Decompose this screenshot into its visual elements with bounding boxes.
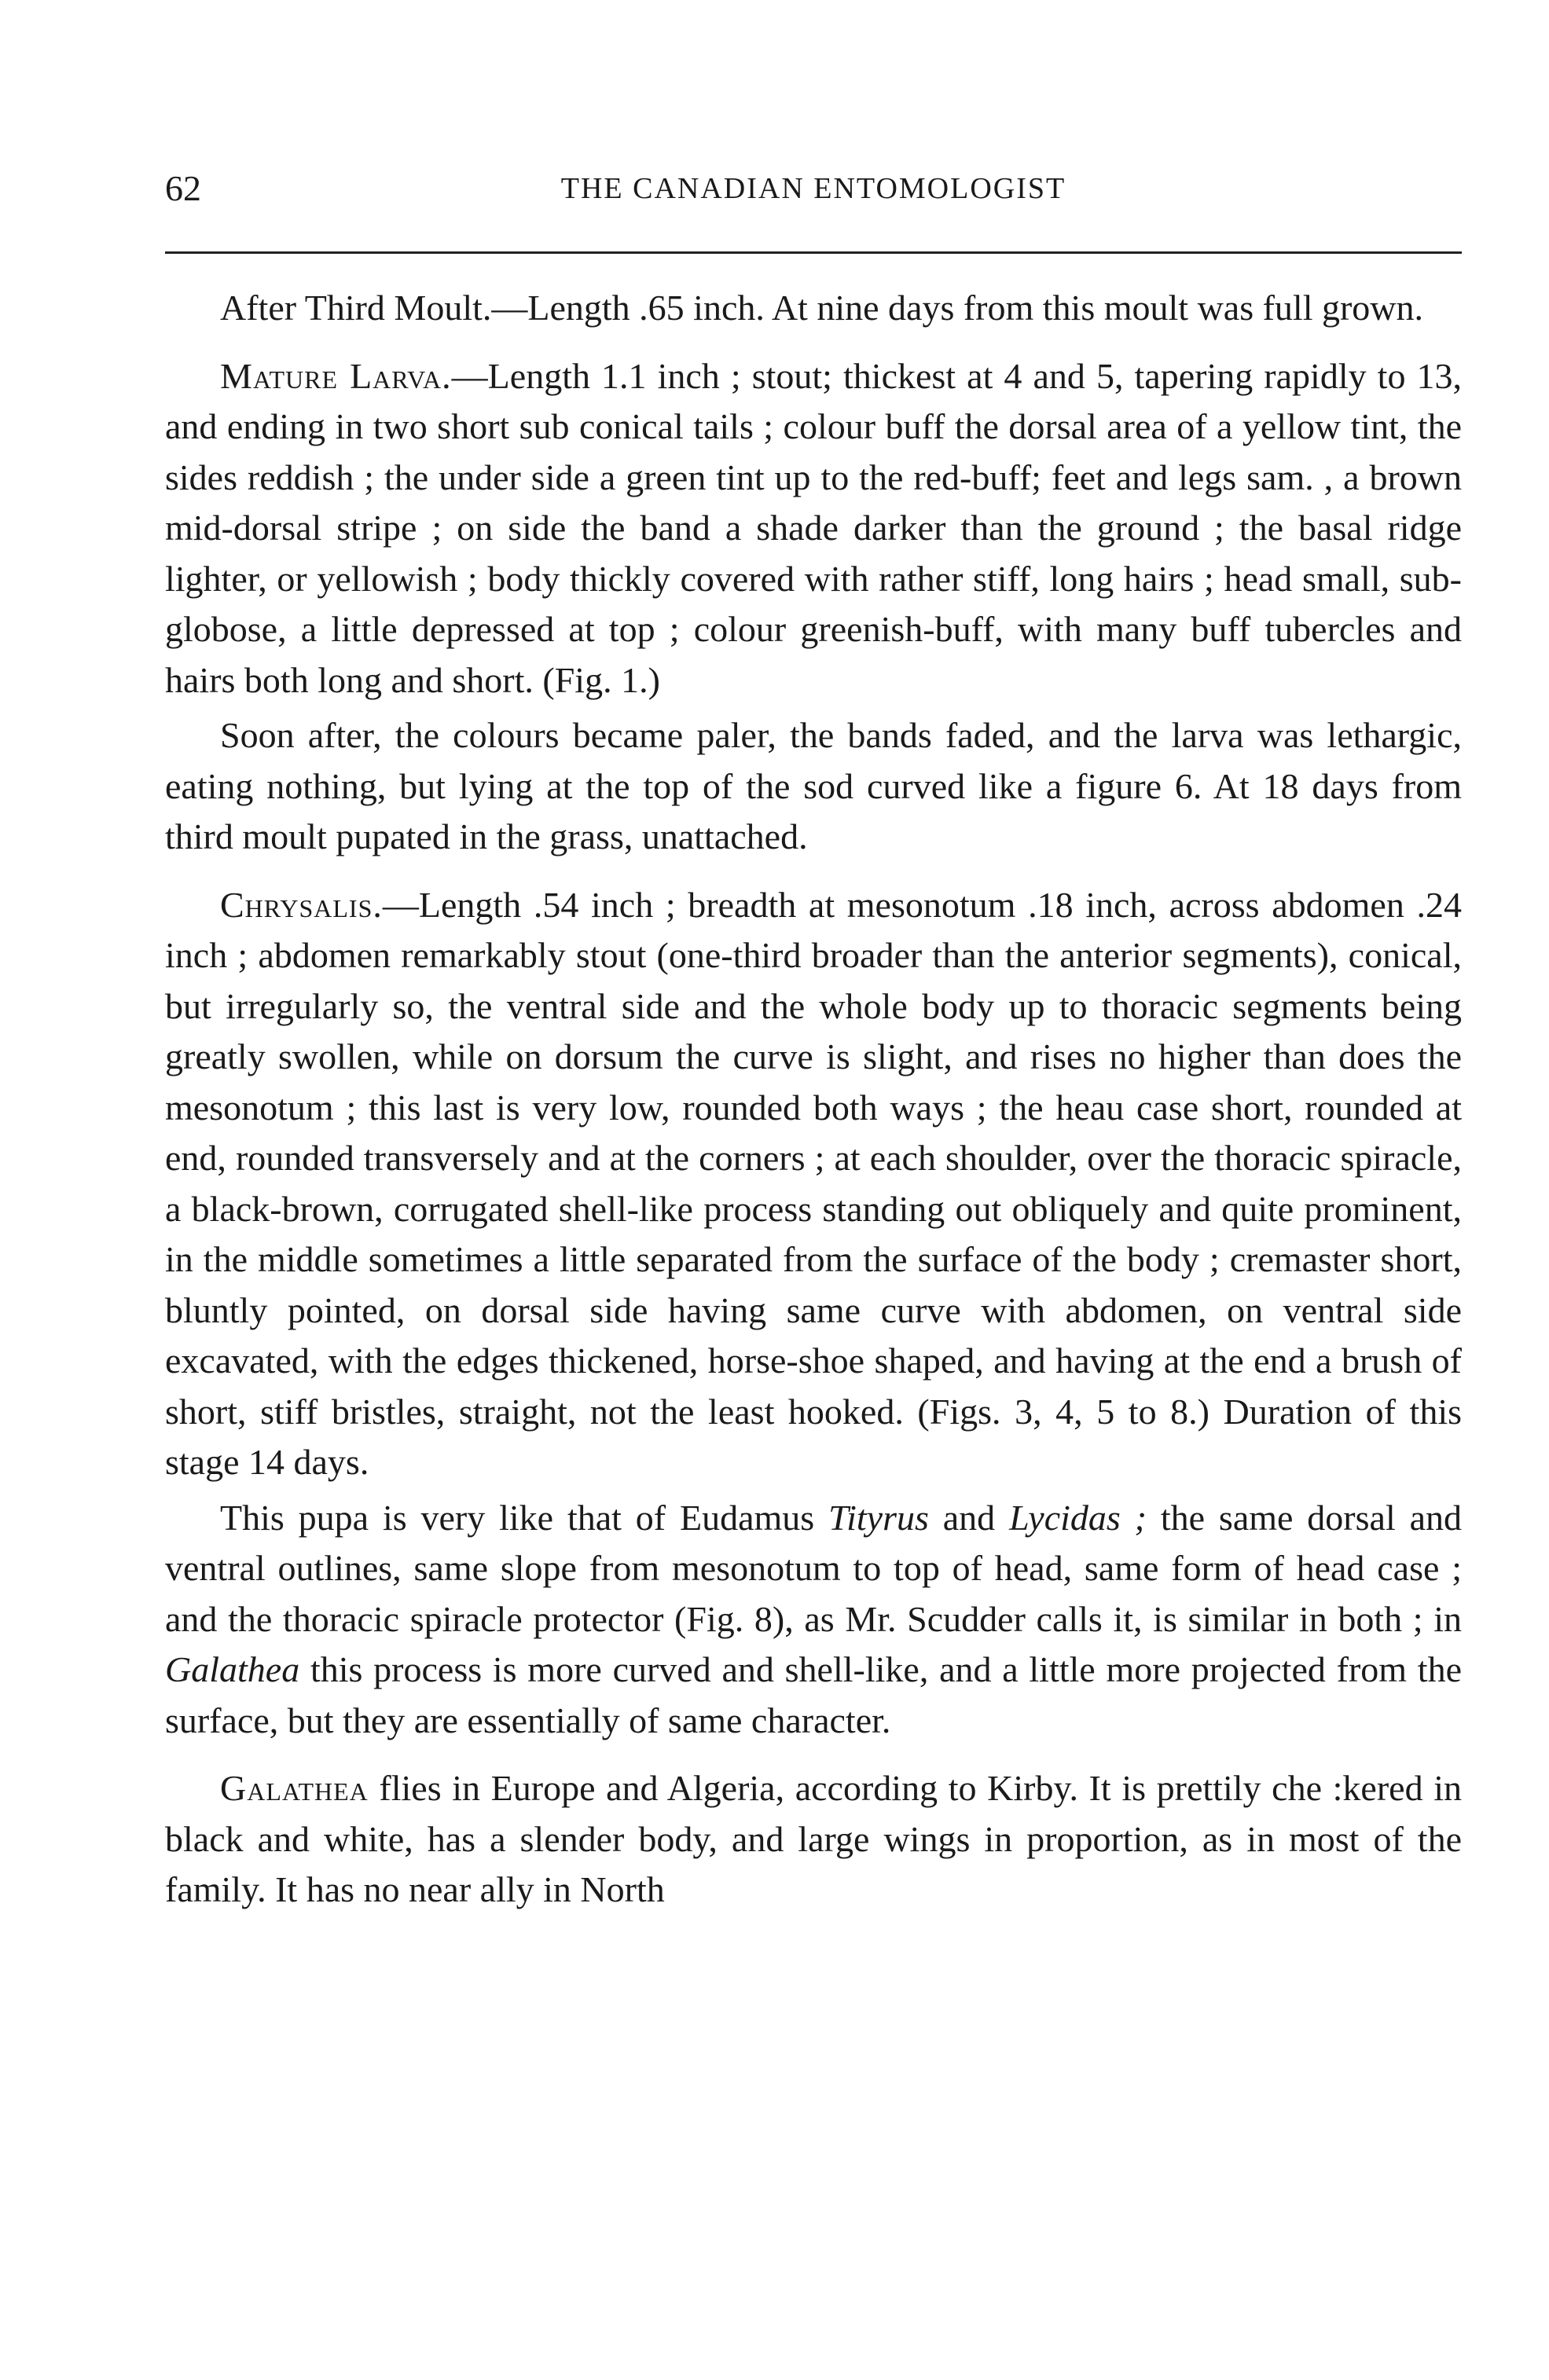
section-lead-chrysalis: Chrysalis.	[220, 884, 383, 925]
paragraph-chrysalis	[165, 880, 1462, 1488]
page-header	[165, 161, 1462, 216]
section-lead-mature-larva: Mature Larva.	[220, 355, 452, 396]
paragraph-text: Soon after, the colours became paler, the bands faded, and the larva was lethargic, eating nothing, but lying at the top of the sod curved like a figure 6. At 18 days from third moult pupated in the grass, unattached.	[165, 715, 1462, 856]
paragraph-text: —Length .54 inch ; breadth at mesonotum .18 inch, across abdomen .24 inch ; abdomen remarkably stout (one-third broader than the anterior segments), conical, but irregularly so, the ventral side and the whole body up to thoracic segments being greatly swollen, while on dorsum the curve is slight, and rises no higher than does the mesonotum ; this last is very low, rounded both ways ; the heau case short, rounded at end, rounded transversely and at the corners ; at each shoulder, over the thoracic spiracle, a black-brown, corrugated shell-like process standing out obliquely and quite prominent, in the middle sometimes a little separated from the surface of the body ; cremaster short, bluntly pointed, on dorsal side having same curve with abdomen, on ventral side excavated, with the edges thickened, horse-shoe shaped, and having at the end a brush of short, stiff bristles, straight, not the least hooked. (Figs. 3, 4, 5 to 8.) Duration of this stage 14 days.	[165, 884, 1462, 1482]
text-run: and	[928, 1497, 1010, 1538]
section-lead-galathea: Galathea	[220, 1768, 369, 1808]
text-run: the same dorsal and ventral outlines, same slope from mesonotum to top of head, same form of head case ; and the thoracic spiracle protector (Fig. 8), as Mr. Scudder calls it, is similar in both ; in	[165, 1497, 1463, 1639]
paragraph-soon-after	[165, 710, 1462, 863]
paragraph-mature-larva	[165, 351, 1462, 706]
header-rule	[165, 251, 1462, 254]
paragraph-text: After Third Moult.—Length .65 inch. At nine days from this moult was full grown.	[220, 288, 1424, 328]
italic-taxon-tityrus: Tityrus	[828, 1497, 929, 1538]
paragraph-text: flies in Europe and Algeria, according to Kirby. It is prettily che :kered in black and white, has a slender body, and large wings in proportion, as in most of the family. It has no near ally in North	[165, 1768, 1462, 1909]
page-number: 62	[165, 168, 201, 208]
italic-taxon-galathea: Galathea	[165, 1649, 300, 1689]
paragraph-galathea	[165, 1763, 1462, 1916]
text-run: this process is more curved and shell-like, and a little more projected from the surface, but they are essentially of same character.	[165, 1649, 1462, 1740]
running-head: THE CANADIAN ENTOMOLOGIST	[560, 172, 1066, 205]
paragraph-after-third-moult	[165, 283, 1462, 334]
italic-taxon-lycidas: Lycidas ;	[1009, 1497, 1147, 1538]
text-run: This pupa is very like that of Eudamus	[220, 1497, 829, 1538]
paragraph-text: —Length 1.1 inch ; stout; thickest at 4 and 5, tapering rapidly to 13, and ending in two short sub conical tails ; colour buff the dorsal area of a yellow tint, the sides reddish ; the under side a green tint up to the red-buff; feet and legs sam. , a brown mid-dorsal stripe ; on side the band a shade darker than the ground ; the basal ridge lighter, or yellowish ; body thickly covered with rather stiff, long hairs ; head small, sub-globose, a little depressed at top ; colour greenish-buff, with many buff tubercles and hairs both long and short. (Fig. 1.)	[165, 355, 1463, 700]
paragraph-pupa-comparison	[165, 1493, 1462, 1747]
body-text	[165, 283, 1462, 1916]
